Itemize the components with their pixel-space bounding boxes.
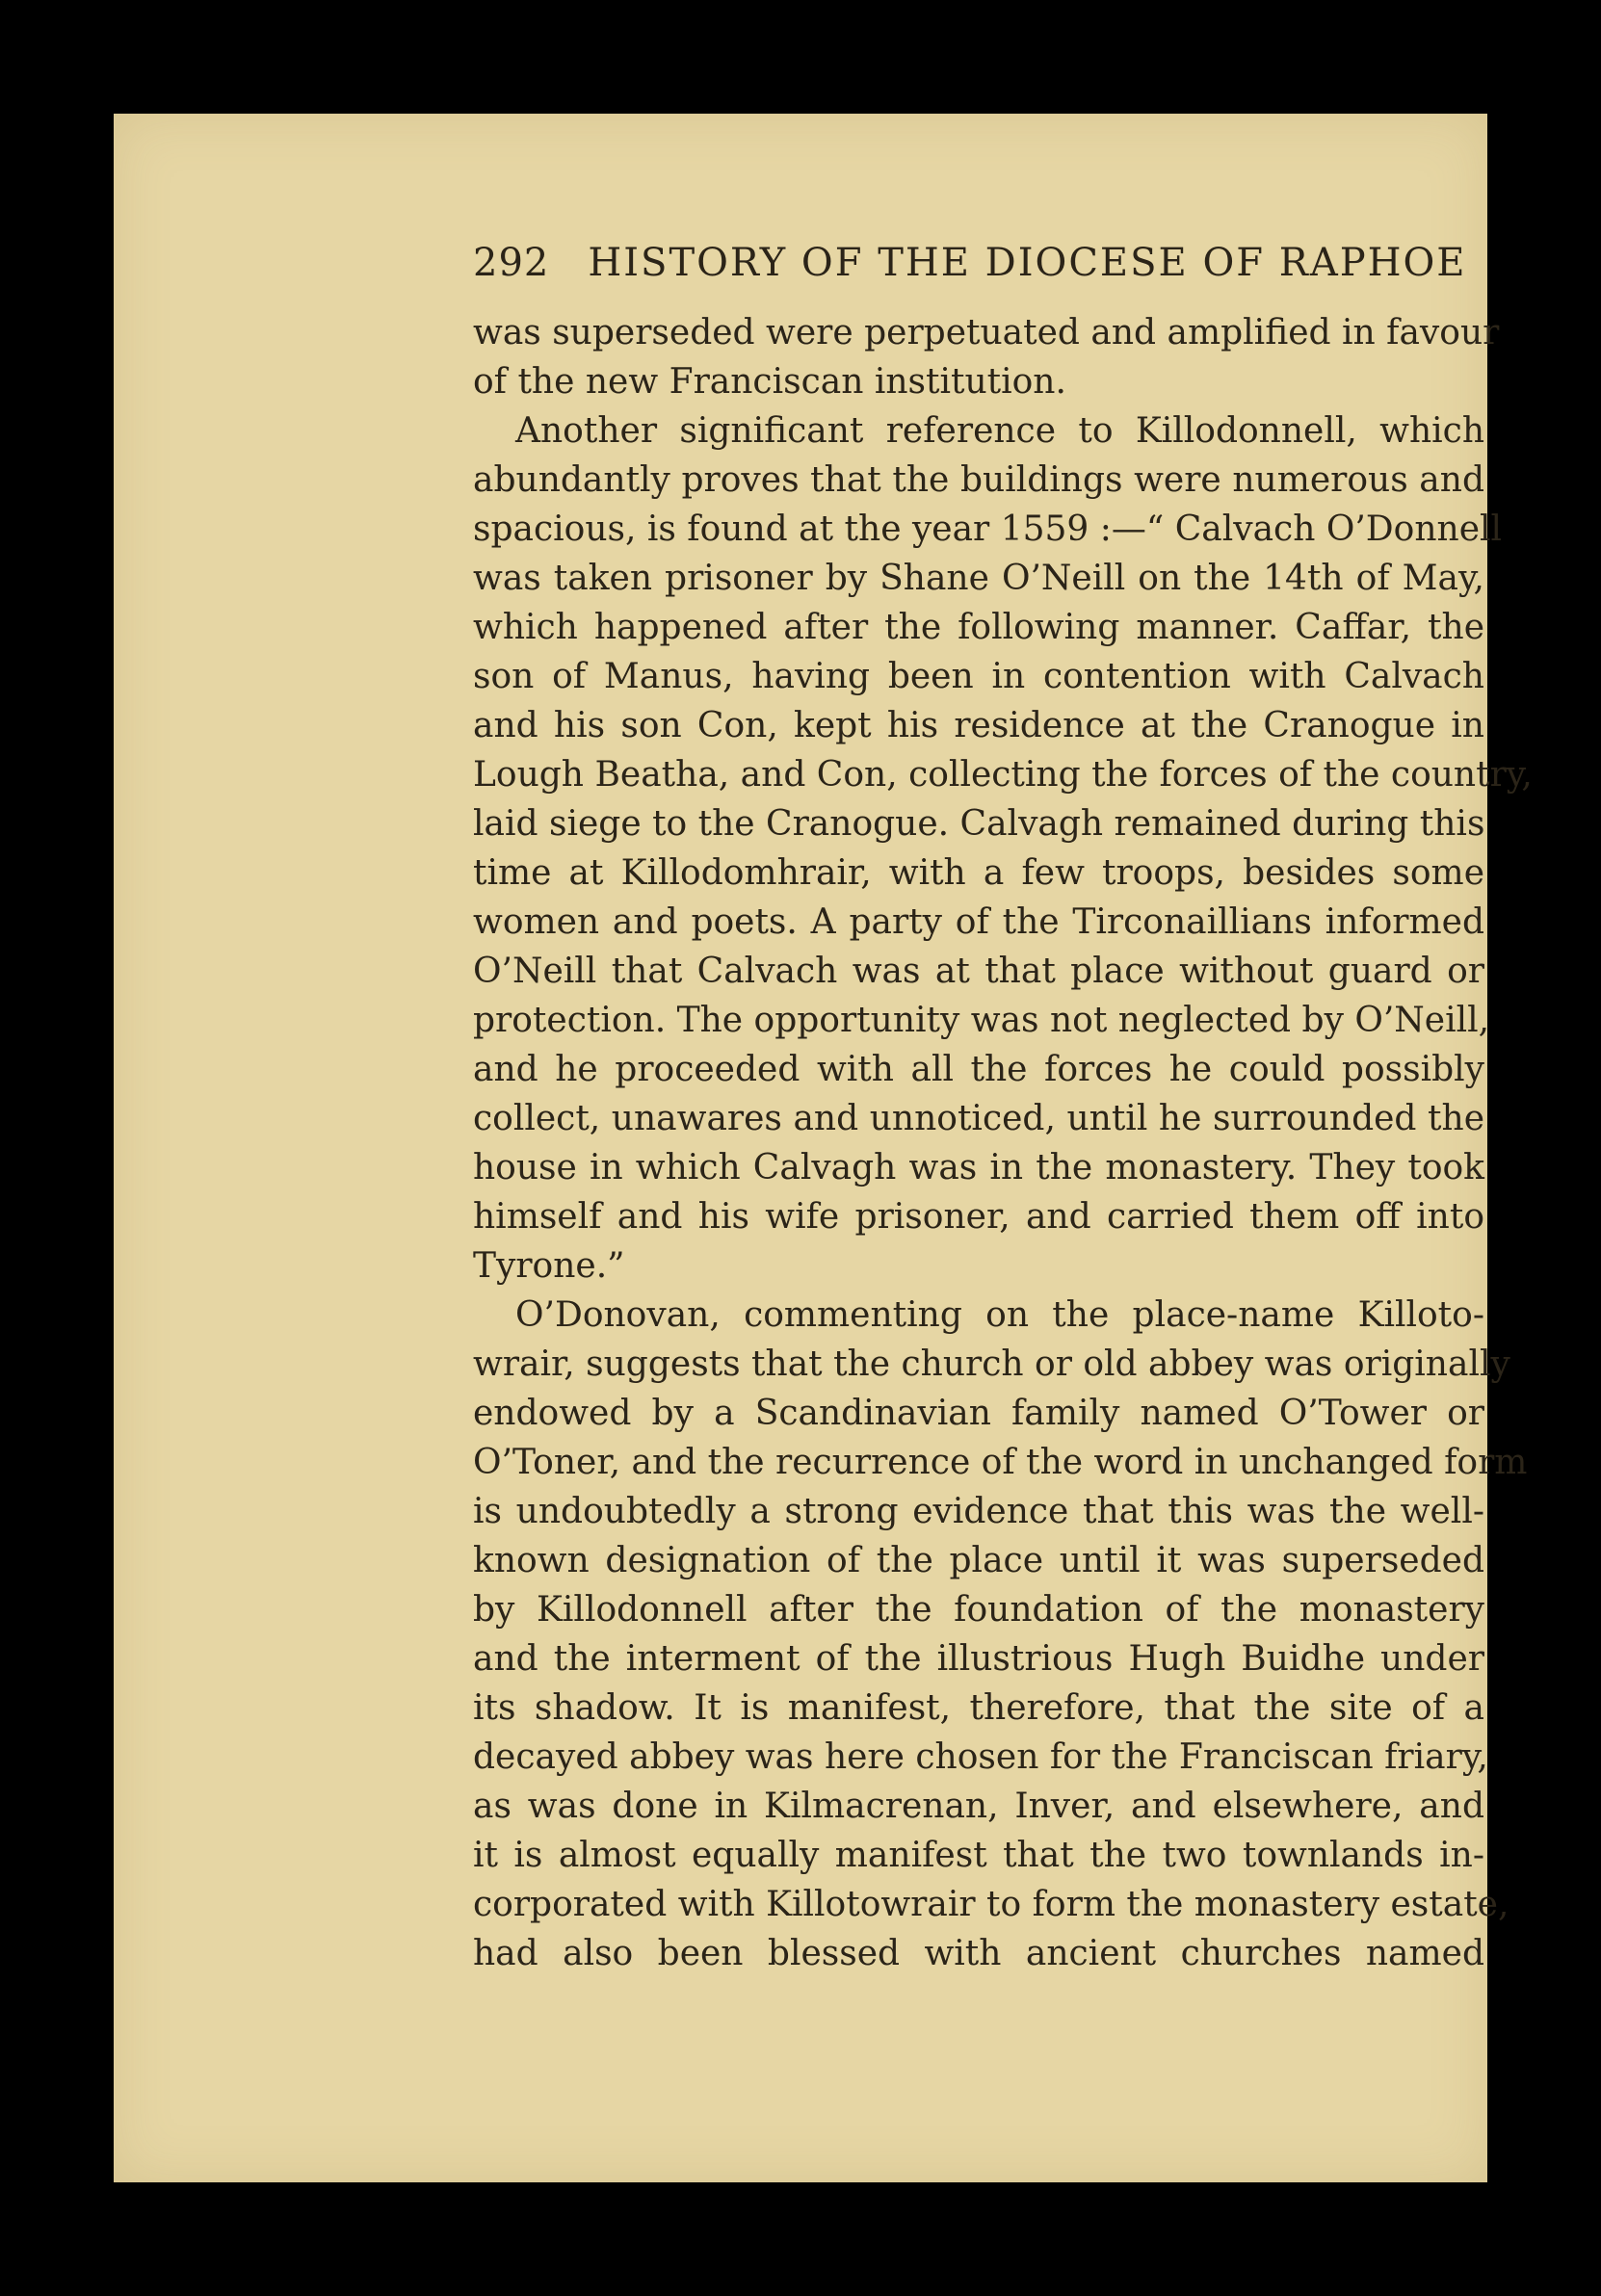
text-line: was superseded were perpetuated and amplified in favour — [473, 313, 1500, 352]
text-line: time at Killodomhrair, with a few troops, besides some — [473, 853, 1484, 893]
text-line: known designation of the place until it was superseded — [473, 1541, 1484, 1580]
text-line: son of Manus, having been in contention with Calvach — [473, 657, 1484, 696]
text-line: had also been blessed with ancient churches named — [473, 1934, 1484, 1973]
text-line: O’Neill that Calvach was at that place without guard or — [473, 952, 1484, 991]
text-line: and he proceeded with all the forces he could possibly — [473, 1050, 1484, 1089]
text-line: wrair, suggests that the church or old abbey was originally — [473, 1344, 1510, 1384]
page-content — [473, 231, 1533, 1978]
text-line: spacious, is found at the year 1559 :—“ Calvach O’Donnell — [473, 509, 1503, 549]
text-line: Tyrone.” — [473, 1246, 625, 1286]
text-line: by Killodonnell after the foundation of the monastery — [473, 1590, 1484, 1630]
text-line: as was done in Kilmacrenan, Inver, and elsewhere, and — [473, 1787, 1484, 1826]
text-line: corporated with Killotowrair to form the monastery estate, — [473, 1885, 1509, 1924]
text-line: protection. The opportunity was not neglected by O’Neill, — [473, 1001, 1490, 1040]
text-line: of the new Franciscan institution. — [473, 362, 1066, 402]
text-line: its shadow. It is manifest, therefore, that the site of a — [473, 1688, 1484, 1728]
text-line: O’Donovan, commenting on the place-name Killoto- — [515, 1295, 1484, 1335]
text-line: Lough Beatha, and Con, collecting the forces of the country, — [473, 755, 1533, 795]
running-head — [473, 231, 1484, 295]
body-text — [473, 308, 1533, 1978]
text-line: house in which Calvagh was in the monastery. They took — [473, 1148, 1484, 1187]
text-line: and the interment of the illustrious Hugh Buidhe under — [473, 1639, 1484, 1679]
text-line: it is almost equally manifest that the two townlands in- — [473, 1836, 1484, 1875]
book-page — [114, 114, 1533, 2182]
text-line: himself and his wife prisoner, and carried them off into — [473, 1197, 1484, 1237]
text-line: and his son Con, kept his residence at the Cranogue in — [473, 706, 1484, 745]
text-line: laid siege to the Cranogue. Calvagh remained during this — [473, 804, 1485, 844]
running-title: HISTORY OF THE DIOCESE OF RAPHOE — [588, 241, 1467, 285]
text-line: was taken prisoner by Shane O’Neill on the 14th of May, — [473, 559, 1484, 598]
text-line: abundantly proves that the buildings were numerous and — [473, 460, 1484, 500]
page-number: 292 — [473, 241, 550, 285]
text-line: O’Toner, and the recurrence of the word in unchanged form — [473, 1443, 1528, 1482]
text-line: decayed abbey was here chosen for the Franciscan friary, — [473, 1737, 1488, 1777]
text-line: collect, unawares and unnoticed, until he surrounded the — [473, 1099, 1484, 1138]
text-line: which happened after the following manner. Caffar, the — [473, 608, 1484, 647]
text-line: endowed by a Scandinavian family named O’Tower or — [473, 1394, 1484, 1433]
text-line: is undoubtedly a strong evidence that this was the well- — [473, 1492, 1484, 1531]
text-line: Another significant reference to Killodonnell, which — [515, 411, 1484, 451]
text-line: women and poets. A party of the Tirconaillians informed — [473, 902, 1484, 942]
